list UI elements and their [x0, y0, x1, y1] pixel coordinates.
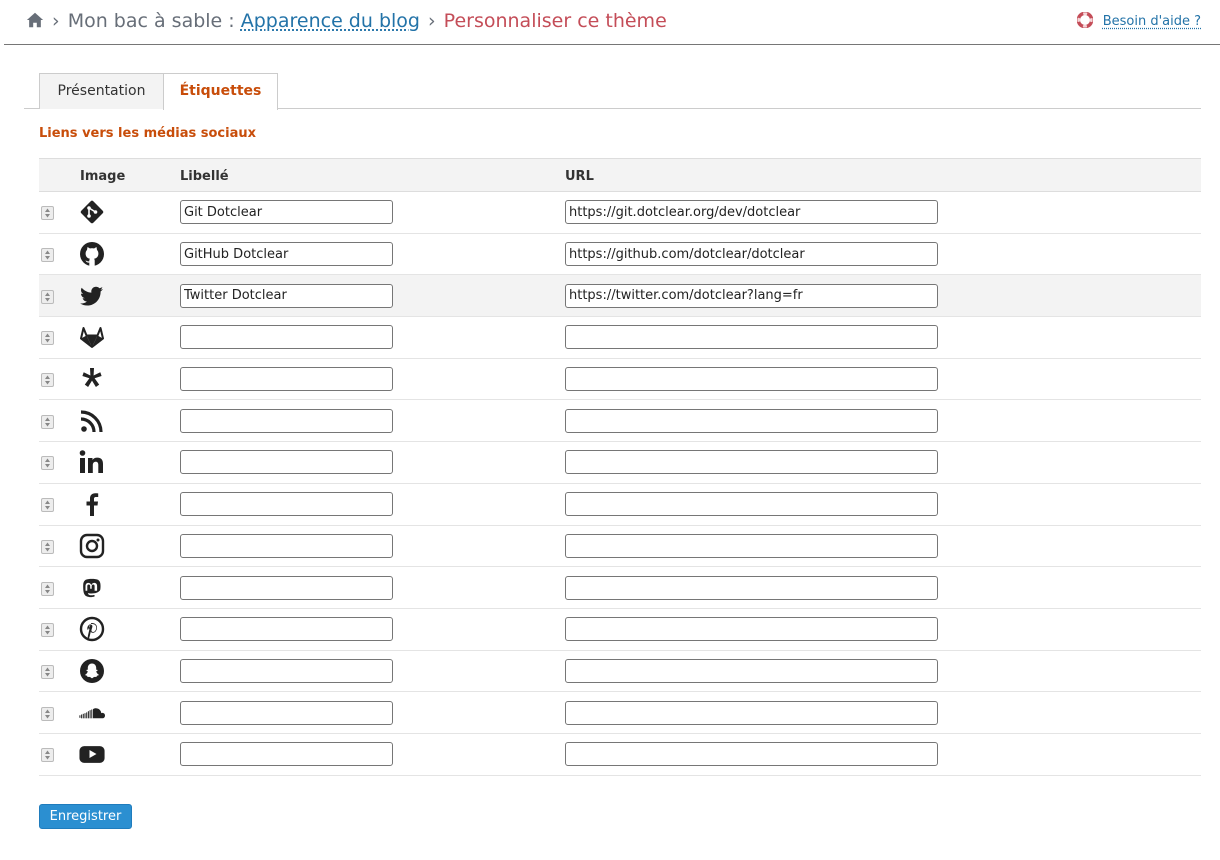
url-input[interactable] [565, 242, 938, 266]
rss-icon [79, 408, 105, 434]
page-header [4, 0, 1220, 45]
tab-labels[interactable]: Étiquettes [163, 73, 278, 110]
table-row [39, 275, 1201, 317]
label-input[interactable] [180, 325, 393, 349]
drag-handle-icon[interactable] [41, 289, 54, 303]
section-title: Liens vers les médias sociaux [39, 126, 256, 141]
url-input[interactable] [565, 617, 938, 641]
label-input[interactable] [180, 576, 393, 600]
drag-handle-icon[interactable] [41, 497, 54, 511]
git-icon [79, 199, 105, 225]
drag-handle-icon[interactable] [41, 581, 54, 595]
drag-handle-icon[interactable] [41, 205, 54, 219]
url-input[interactable] [565, 325, 938, 349]
breadcrumb-current: Personnaliser ce thème [443, 10, 667, 32]
table-row [39, 734, 1201, 776]
url-input[interactable] [565, 659, 938, 683]
label-input[interactable] [180, 617, 393, 641]
gitlab-icon [79, 324, 105, 350]
url-input[interactable] [565, 492, 938, 516]
table-row [39, 651, 1201, 693]
drag-handle-icon[interactable] [41, 330, 54, 344]
label-input[interactable] [180, 534, 393, 558]
table-header [39, 158, 1201, 192]
table-row [39, 484, 1201, 526]
snapchat-icon [79, 658, 105, 684]
label-input[interactable] [180, 450, 393, 474]
drag-handle-icon[interactable] [41, 539, 54, 553]
label-input[interactable] [180, 367, 393, 391]
pinterest-icon [79, 616, 105, 642]
table-row [39, 359, 1201, 401]
url-input[interactable] [565, 367, 938, 391]
label-input[interactable] [180, 701, 393, 725]
url-input[interactable] [565, 742, 938, 766]
lifebuoy-icon [1077, 12, 1093, 28]
drag-handle-icon[interactable] [41, 247, 54, 261]
breadcrumb-link-appearance[interactable]: Apparence du blog [240, 10, 420, 32]
drag-handle-icon[interactable] [41, 706, 54, 720]
breadcrumb [26, 8, 667, 34]
url-input[interactable] [565, 409, 938, 433]
label-input[interactable] [180, 659, 393, 683]
label-input[interactable] [180, 742, 393, 766]
table-row [39, 567, 1201, 609]
table-row [39, 609, 1201, 651]
table-row [39, 526, 1201, 568]
mastodon-icon [79, 575, 105, 601]
label-input[interactable] [180, 284, 393, 308]
header-url: URL [565, 169, 594, 184]
label-input[interactable] [180, 242, 393, 266]
breadcrumb-separator-2: › [428, 10, 436, 32]
diaspora-icon [79, 366, 105, 392]
drag-handle-icon[interactable] [41, 622, 54, 636]
linkedin-icon [79, 449, 105, 475]
url-input[interactable] [565, 284, 938, 308]
table-row [39, 400, 1201, 442]
tab-bar [24, 73, 1201, 109]
save-button[interactable]: Enregistrer [39, 804, 132, 829]
header-label: Libellé [180, 169, 229, 184]
url-input[interactable] [565, 450, 938, 474]
label-input[interactable] [180, 200, 393, 224]
facebook-icon [79, 491, 105, 517]
table-row [39, 234, 1201, 276]
twitter-icon [79, 283, 105, 309]
url-input[interactable] [565, 576, 938, 600]
instagram-icon [79, 533, 105, 559]
url-input[interactable] [565, 701, 938, 725]
label-input[interactable] [180, 492, 393, 516]
github-icon [79, 241, 105, 267]
table-row [39, 692, 1201, 734]
breadcrumb-separator: › [52, 10, 60, 32]
header-image: Image [80, 169, 126, 184]
drag-handle-icon[interactable] [41, 455, 54, 469]
social-links-table [39, 158, 1201, 776]
soundcloud-icon [79, 700, 105, 726]
drag-handle-icon[interactable] [41, 747, 54, 761]
url-input[interactable] [565, 200, 938, 224]
breadcrumb-root: Mon bac à sable : [67, 10, 235, 32]
home-icon[interactable] [26, 10, 44, 28]
drag-handle-icon[interactable] [41, 414, 54, 428]
tab-presentation[interactable]: Présentation [39, 73, 164, 109]
help-link[interactable]: Besoin d'aide ? [1102, 14, 1201, 29]
drag-handle-icon[interactable] [41, 372, 54, 386]
drag-handle-icon[interactable] [41, 664, 54, 678]
youtube-icon [79, 741, 105, 767]
url-input[interactable] [565, 534, 938, 558]
table-row [39, 192, 1201, 234]
help-link-container [1077, 12, 1201, 29]
table-row [39, 442, 1201, 484]
label-input[interactable] [180, 409, 393, 433]
table-row [39, 317, 1201, 359]
